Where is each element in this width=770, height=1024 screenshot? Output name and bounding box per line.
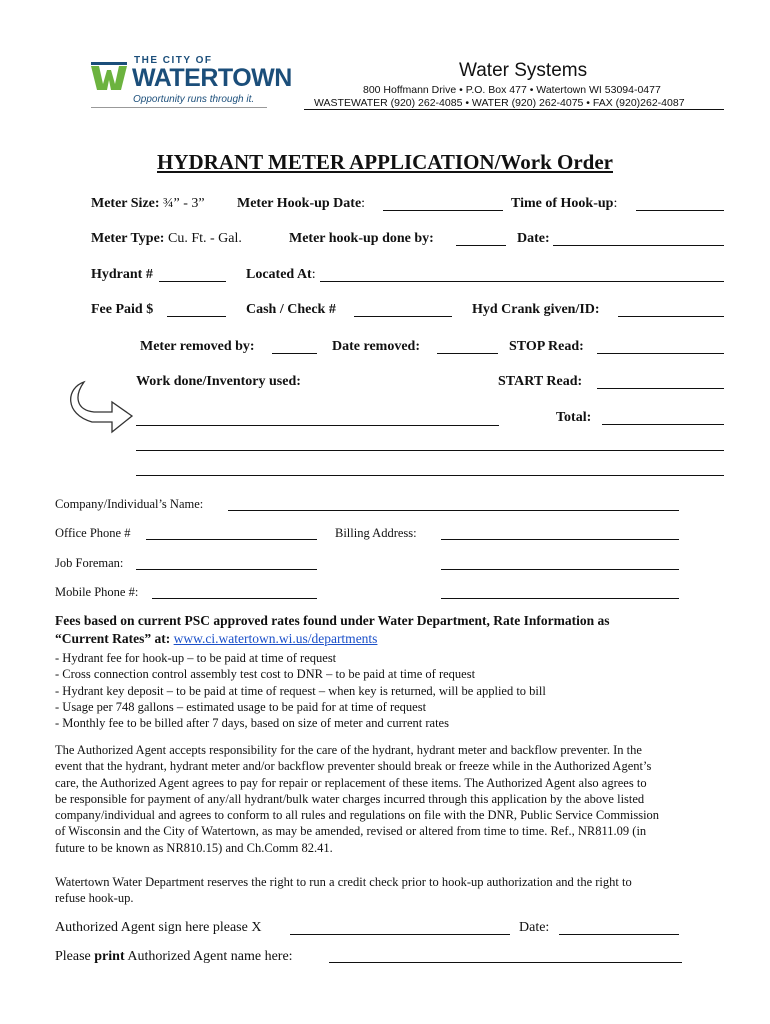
meter-type-field: Meter Type: Cu. Ft. - Gal. — [91, 231, 242, 246]
sign-label: Authorized Agent sign here please X — [55, 920, 262, 935]
total-input[interactable] — [602, 424, 724, 425]
stop-read-input[interactable] — [597, 353, 724, 354]
cash-check-label: Cash / Check # — [246, 302, 336, 317]
hookup-done-by-input[interactable] — [456, 245, 506, 246]
billing-address-input-2[interactable] — [441, 569, 679, 570]
credit-check-paragraph — [55, 874, 632, 907]
fee-paid-input[interactable] — [167, 316, 226, 317]
dept-phones: WASTEWATER (920) 262-4085 • WATER (920) 262-4075 • FAX (920)262-4087 — [314, 97, 685, 109]
agreement-line: The Authorized Agent accepts responsibility for the care of the hydrant, hydrant meter and backflow preventer. In the — [55, 743, 642, 757]
rates-link[interactable]: www.ci.watertown.wi.us/departments — [173, 631, 378, 646]
fee-item: - Hydrant fee for hook-up – to be paid at time of request — [55, 651, 337, 665]
print-name-label: Please print Authorized Agent name here: — [55, 949, 293, 964]
located-at-input[interactable] — [320, 281, 724, 282]
header-rule — [304, 109, 724, 110]
meter-removed-by-input[interactable] — [272, 353, 317, 354]
agreement-line: company/individual and agrees to conform to all rules and regulations on file with the DNR, Public Service Commission — [55, 808, 660, 823]
work-done-line-2[interactable] — [136, 450, 724, 451]
fee-item: - Monthly fee to be billed after 7 days, based on size of meter and current rates — [55, 716, 449, 731]
date-label: Date: — [517, 231, 550, 246]
office-phone-label: Office Phone # — [55, 526, 131, 540]
date-removed-label: Date removed: — [332, 339, 420, 354]
agreement-line: event that the hydrant, hydrant meter and/or backflow preventer should break or freeze while in the Authorized Agent’s — [55, 759, 652, 774]
agreement-line: of Wisconsin and the City of Watertown, as may be amended, revised or altered from time to time. Ref., NR811.09 (in — [55, 824, 647, 839]
logo-city-of: THE CITY OF — [134, 55, 213, 66]
credit-line: refuse hook-up. — [55, 891, 134, 906]
work-done-line-3[interactable] — [136, 475, 724, 476]
check-number-input[interactable] — [354, 316, 452, 317]
form-title: HYDRANT METER APPLICATION/Work Order — [157, 150, 613, 174]
signature-input[interactable] — [290, 934, 510, 935]
hyd-crank-input[interactable] — [618, 316, 724, 317]
hookup-date-input[interactable] — [383, 210, 503, 211]
hydrant-label: Hydrant # — [91, 267, 153, 282]
print-name-input[interactable] — [329, 962, 682, 963]
time-hookup-label: Time of Hook-up: — [511, 196, 618, 211]
agreement-paragraph — [55, 742, 659, 856]
work-done-label: Work done/Inventory used: — [136, 374, 301, 389]
agreement-line: care, the Authorized Agent agrees to pay for repair or replacement of these items. The Authorized Agent also agrees to — [55, 775, 647, 790]
dept-title: Water Systems — [459, 60, 588, 81]
fee-item: - Usage per 748 gallons – estimated usage to be paid for at time of request — [55, 699, 427, 714]
start-read-label: START Read: — [498, 374, 583, 389]
fee-item: - Hydrant key deposit – to be paid at time of request – when key is returned, will be applied to bill — [55, 683, 546, 698]
fees-heading-1: Fees based on current PSC approved rates found under Water Department, Rate Information as — [55, 613, 610, 628]
stop-read-label: STOP Read: — [509, 339, 584, 354]
agreement-line: be responsible for payment of any/all hydrant/bulk water charges incurred through this application by the above listed — [55, 791, 645, 806]
total-label: Total: — [556, 410, 592, 425]
curved-arrow-icon — [62, 378, 136, 436]
agreement-line: future to be known as NR810.15) and Ch.Comm 82.41. — [55, 840, 333, 855]
work-done-line-1[interactable] — [136, 425, 499, 426]
fees-list — [55, 650, 546, 731]
billing-address-label: Billing Address: — [335, 526, 417, 540]
job-foreman-input[interactable] — [136, 569, 317, 570]
fee-paid-label: Fee Paid $ — [91, 302, 154, 317]
hookup-done-by-label: Meter hook-up done by: — [289, 231, 434, 246]
meter-removed-by-label: Meter removed by: — [140, 339, 255, 354]
date-input[interactable] — [553, 245, 724, 246]
job-foreman-label: Job Foreman: — [55, 556, 124, 570]
fee-item: - Cross connection control assembly test cost to DNR – to be paid at time of request — [55, 667, 476, 682]
meter-size-value: ¾” - 3” — [163, 196, 205, 211]
city-logo-icon — [91, 62, 127, 90]
meter-size-field — [91, 196, 205, 212]
sign-date-input[interactable] — [559, 934, 679, 935]
hookup-date-label: Meter Hook-up Date: — [237, 196, 366, 211]
company-name-input[interactable] — [228, 510, 679, 511]
logo-tagline: Opportunity runs through it. — [133, 94, 255, 105]
mobile-phone-input[interactable] — [152, 598, 317, 599]
logo-watertown: WATERTOWN — [132, 64, 292, 92]
start-read-input[interactable] — [597, 388, 724, 389]
hydrant-input[interactable] — [159, 281, 226, 282]
office-phone-input[interactable] — [146, 539, 317, 540]
sign-date-label: Date: — [519, 920, 550, 935]
time-hookup-input[interactable] — [636, 210, 724, 211]
located-at-label: Located At: — [246, 267, 316, 282]
fees-heading-2: “Current Rates” at: www.ci.watertown.wi.us/departments — [55, 631, 378, 646]
credit-line: Watertown Water Department reserves the right to run a credit check prior to hook-up authorization and the right to — [55, 875, 632, 889]
billing-address-input-3[interactable] — [441, 598, 679, 599]
date-removed-input[interactable] — [437, 353, 498, 354]
hyd-crank-label: Hyd Crank given/ID: — [472, 302, 600, 317]
company-name-label: Company/Individual’s Name: — [55, 497, 204, 511]
meter-size-label: Meter Size: — [91, 196, 160, 211]
billing-address-input-1[interactable] — [441, 539, 679, 540]
dept-address: 800 Hoffmann Drive • P.O. Box 477 • Watertown WI 53094-0477 — [363, 84, 661, 96]
logo-underline — [91, 107, 267, 108]
mobile-phone-label: Mobile Phone #: — [55, 585, 139, 599]
